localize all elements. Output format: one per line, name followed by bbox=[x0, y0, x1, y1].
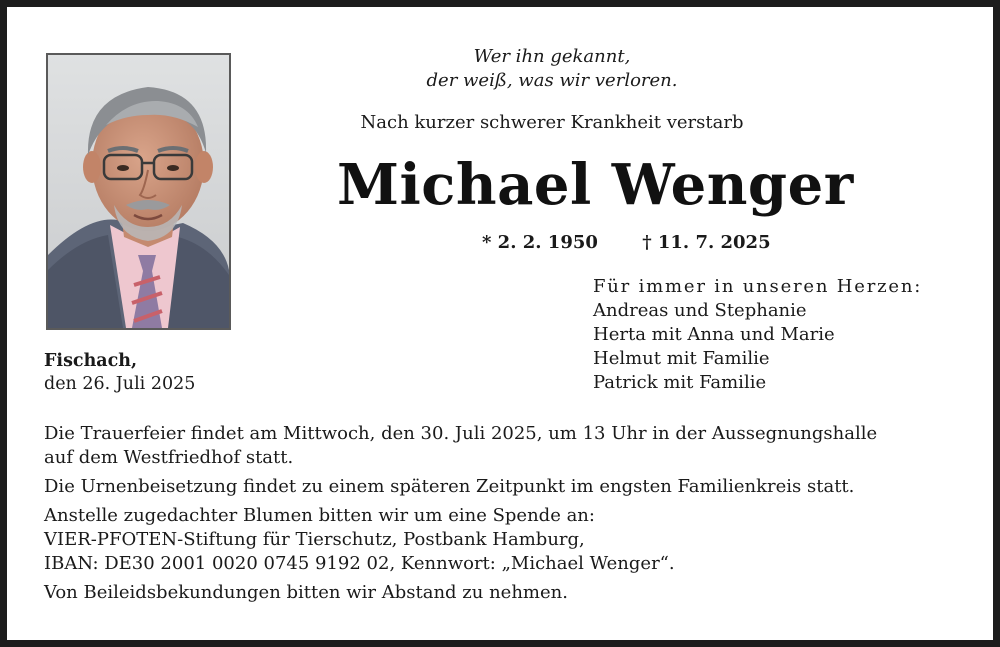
life-dates bbox=[482, 232, 771, 253]
condolences-line: Von Beileidsbekundungen bitten wir Abstand zu nehmen. bbox=[44, 582, 568, 603]
motto bbox=[352, 45, 752, 93]
date-born: * 2. 2. 1950 bbox=[482, 232, 598, 253]
urn-paragraph bbox=[44, 475, 964, 499]
mourner-name: Andreas und Stephanie bbox=[593, 300, 807, 321]
urn-line: Die Urnenbeisetzung findet zu einem späteren Zeitpunkt im engsten Familienkreis statt. bbox=[44, 476, 855, 497]
place-and-date bbox=[44, 350, 195, 396]
deceased-name: Michael Wenger bbox=[337, 152, 854, 218]
place-date: den 26. Juli 2025 bbox=[44, 374, 196, 394]
mourner-name: Helmut mit Familie bbox=[593, 348, 770, 369]
mourners-list bbox=[593, 275, 922, 395]
mourner-name: Patrick mit Familie bbox=[593, 372, 767, 393]
motto-line-1: Wer ihn gekannt, bbox=[473, 46, 631, 67]
intro-text: Nach kurzer schwerer Krankheit verstarb bbox=[360, 112, 744, 133]
portrait-photo bbox=[46, 53, 231, 330]
donation-line-3: IBAN: DE30 2001 0020 0745 9192 02, Kennwort: „Michael Wenger“. bbox=[44, 553, 675, 574]
funeral-line-1: Die Trauerfeier findet am Mittwoch, den 30. Juli 2025, um 13 Uhr in der Aussegnungshalle bbox=[44, 423, 878, 444]
announcement-body bbox=[44, 422, 964, 610]
donation-line-1: Anstelle zugedachter Blumen bitten wir um eine Spende an: bbox=[44, 505, 595, 526]
date-died: † 11. 7. 2025 bbox=[642, 232, 771, 253]
mourner-name: Herta mit Anna und Marie bbox=[593, 324, 835, 345]
condolences-paragraph bbox=[44, 581, 964, 605]
funeral-line-2: auf dem Westfriedhof statt. bbox=[44, 447, 294, 468]
motto-line-2: der weiß, was wir verloren. bbox=[426, 70, 678, 91]
donation-line-2: VIER-PFOTEN-Stiftung für Tierschutz, Postbank Hamburg, bbox=[44, 529, 585, 550]
place-name: Fischach, bbox=[44, 351, 138, 371]
donation-paragraph bbox=[44, 504, 964, 576]
mourners-heading: Für immer in unseren Herzen: bbox=[593, 276, 923, 297]
funeral-paragraph bbox=[44, 422, 964, 470]
